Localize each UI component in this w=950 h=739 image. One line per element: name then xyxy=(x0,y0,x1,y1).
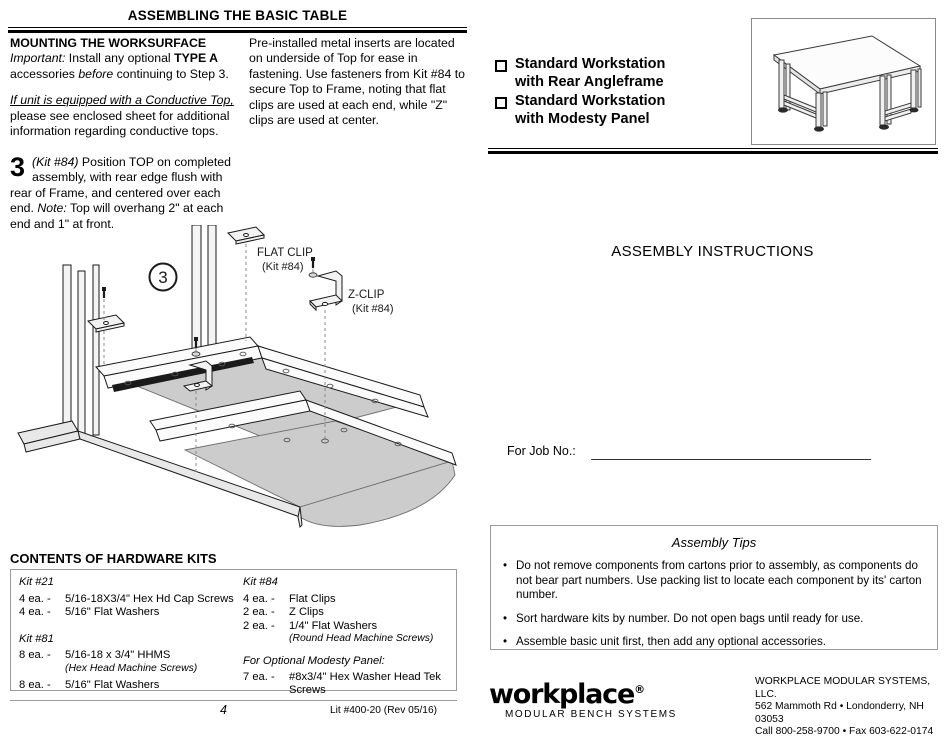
footer-rule xyxy=(10,700,457,701)
kit-84-line-1 xyxy=(243,593,453,607)
bullet-icon: • xyxy=(503,559,508,572)
company-street: 562 Mammoth Rd • Londonderry, NH 03053 xyxy=(755,701,924,725)
modesty-qty: 7 ea. - xyxy=(243,670,275,683)
job-number-label: For Job No.: xyxy=(507,444,576,458)
kit-84-qty-1: 4 ea. - xyxy=(243,592,275,605)
kit-81-line-2 xyxy=(19,679,244,693)
step-kit-ref: (Kit #84) xyxy=(32,155,79,169)
assembly-tips-heading: Assembly Tips xyxy=(671,535,757,550)
inserts-text: Pre-installed metal inserts are located on underside of Top for ease in fastening. Use fasteners from Kit #84 to secure Top to Frame, noting that flat clips are used at each end, while "Z" clips are used at center. xyxy=(249,36,465,128)
kit-84-sub: (Round Head Machine Screws) xyxy=(289,633,434,645)
kit-21-line-2 xyxy=(19,606,244,620)
assembly-tip-text: Do not remove components from cartons prior to assembly, as components do not bear part numbers. Use packing list to locate each component by its' carton number. xyxy=(516,559,922,602)
option-rear-angleframe[interactable] xyxy=(495,56,750,91)
diagram-step-marker xyxy=(150,264,177,291)
option-rear-angleframe-label: Standard Workstation with Rear Angleframe xyxy=(515,56,666,90)
title-rule xyxy=(8,27,467,33)
checkbox-icon-modesty-panel[interactable] xyxy=(495,97,507,109)
page-title: ASSEMBLING THE BASIC TABLE xyxy=(127,8,348,23)
kit-21-qty-2: 4 ea. - xyxy=(19,606,51,619)
assembly-tips-box xyxy=(490,525,938,650)
step-text-1: Position TOP on completed assembly, with rear edge flush with rear of Frame, and centered over each end. xyxy=(10,155,231,216)
assembly-instructions-heading: ASSEMBLY INSTRUCTIONS xyxy=(611,243,814,260)
flat-clip-kit-label: (Kit #84) xyxy=(262,261,304,273)
assembly-tip-item xyxy=(503,559,923,603)
step-number: 3 xyxy=(10,152,26,182)
kit-84-name: Kit #84 xyxy=(243,576,278,588)
kit-81-name: Kit #81 xyxy=(19,632,54,645)
kit-81-qty-2: 8 ea. - xyxy=(19,678,51,691)
kit-81-qty-1: 8 ea. - xyxy=(19,649,51,662)
assembly-tip-item xyxy=(503,612,923,627)
option-modesty-panel-label: Standard Workstation with Modesty Panel xyxy=(515,93,666,127)
assembly-tip-text: Sort hardware kits by number. Do not open bags until ready for use. xyxy=(516,611,864,625)
conductive-underline: If unit is equipped with a Conductive Top, xyxy=(10,93,234,108)
kit-84-line-3 xyxy=(243,620,453,634)
modesty-heading: For Optional Modesty Panel: xyxy=(243,654,385,667)
right-page xyxy=(475,0,950,738)
kit-81-desc-2: 5/16" Flat Washers xyxy=(65,678,160,691)
kit-84-desc-3: 1/4" Flat Washers xyxy=(289,619,378,632)
column-inserts xyxy=(249,36,467,139)
z-clip-label: Z-CLIP xyxy=(348,289,385,301)
workstation-options xyxy=(495,56,750,130)
workstation-thumbnail xyxy=(751,18,936,145)
checkbox-icon-rear-angleframe[interactable] xyxy=(495,60,507,72)
company-address-block xyxy=(755,676,950,739)
kit-81-desc-1: 5/16-18 x 3/4" HHMS xyxy=(65,649,171,662)
right-header-rule xyxy=(488,148,938,154)
exploded-assembly-diagram xyxy=(0,225,475,545)
step-note-label: Note: xyxy=(37,201,67,216)
column-mounting-worksurface xyxy=(10,36,238,150)
logo-tagline: MODULAR BENCH SYSTEMS xyxy=(505,709,677,720)
hardware-kits-box xyxy=(10,569,457,697)
modesty-line xyxy=(243,671,453,698)
conductive-block xyxy=(10,93,238,139)
company-name: WORKPLACE MODULAR SYSTEMS, LLC. xyxy=(755,676,931,700)
important-text-2: accessories xyxy=(10,66,79,81)
mounting-heading: MOUNTING THE WORKSURFACE xyxy=(10,36,207,50)
workplace-logo xyxy=(489,676,719,720)
option-modesty-panel[interactable] xyxy=(495,93,750,128)
step-3-instruction xyxy=(10,152,240,232)
kit-84-qty-2: 2 ea. - xyxy=(243,606,275,619)
assembly-tip-item xyxy=(503,635,923,650)
important-label: Important: xyxy=(10,51,66,66)
mounting-block xyxy=(10,36,238,82)
logo-wordmark: workplace® xyxy=(489,679,646,710)
bullet-icon: • xyxy=(503,611,508,625)
z-clip-kit-label: (Kit #84) xyxy=(352,303,394,315)
kit-21-qty-1: 4 ea. - xyxy=(19,592,51,605)
flat-clip-top xyxy=(228,227,264,244)
important-text-1: Install any optional xyxy=(65,51,175,66)
kit-21-name: Kit #21 xyxy=(19,576,54,588)
hardware-column-right xyxy=(243,576,453,698)
kit-81-line-1 xyxy=(19,649,244,663)
left-page xyxy=(0,0,475,731)
job-number-field[interactable] xyxy=(591,459,871,460)
kit-84-desc-2: Z Clips xyxy=(289,606,324,619)
literature-code: Lit #400-20 (Rev 05/16) xyxy=(330,705,438,716)
kit-84-desc-1: Flat Clips xyxy=(289,592,336,605)
kit-84-qty-3: 2 ea. - xyxy=(243,619,275,632)
company-contact: Call 800-258-9700 • Fax 603-622-0174 xyxy=(755,726,934,738)
flat-clip-label: FLAT CLIP xyxy=(257,247,313,259)
diagram-step-number: 3 xyxy=(158,268,168,287)
assembly-tip-text: Assemble basic unit first, then add any optional accessories. xyxy=(516,635,826,649)
hardware-kits-title: CONTENTS OF HARDWARE KITS xyxy=(10,551,217,566)
kit-21-desc-1: 5/16-18X3/4" Hex Hd Cap Screws xyxy=(65,592,234,605)
before-italic: before xyxy=(78,66,114,81)
type-a-bold: TYPE A xyxy=(174,51,219,66)
step-text-2: Top will overhang 2" at each end and 1" at front. xyxy=(10,201,224,231)
important-text-3: continuing to Step 3. xyxy=(113,66,229,81)
kit-21-desc-2: 5/16" Flat Washers xyxy=(65,606,160,619)
kit-81-sub: (Hex Head Machine Screws) xyxy=(65,662,198,674)
bullet-icon: • xyxy=(503,635,508,649)
hardware-column-left xyxy=(19,576,244,692)
kit-21-line-1 xyxy=(19,593,244,607)
registered-trademark-icon: ® xyxy=(634,683,646,696)
page-number: 4 xyxy=(220,703,227,717)
kit-84-line-2 xyxy=(243,606,453,620)
conductive-text: please see enclosed sheet for additional information regarding conductive tops. xyxy=(10,108,230,139)
modesty-desc: #8x3/4" Hex Washer Head Tek Screws xyxy=(289,670,441,697)
